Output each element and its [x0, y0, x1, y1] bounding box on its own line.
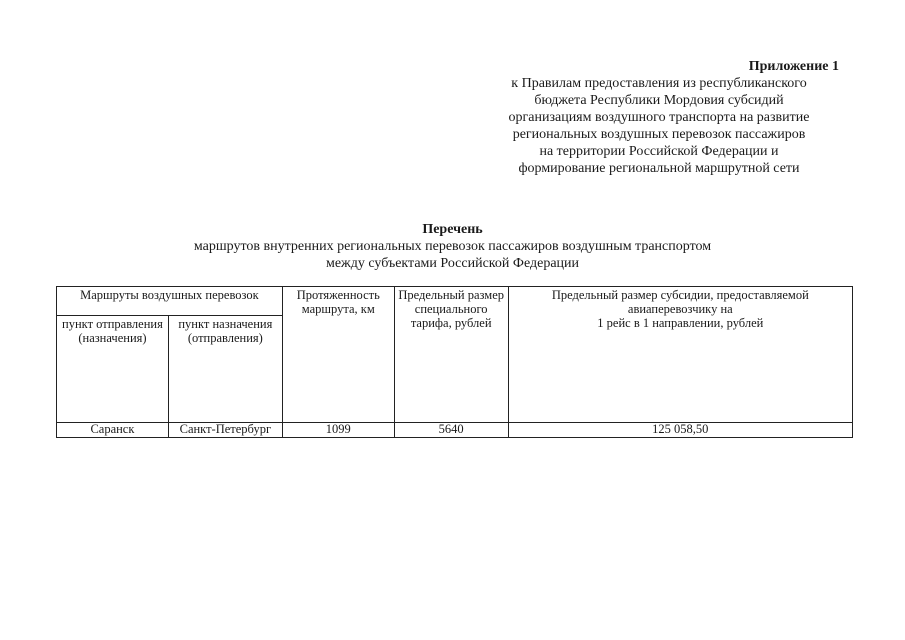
header-destination: пункт назначения (отправления) — [168, 316, 282, 423]
list-subtitle-line: между субъектами Российской Федерации — [325, 256, 580, 271]
header-tariff: Предельный размер специального тарифа, рублей — [394, 287, 508, 423]
list-subtitle-line: маршрутов внутренних региональных перевозок пассажиров воздушным транспортом — [193, 239, 712, 254]
appendix-line: формирование региональной маршрутной сети — [518, 161, 800, 176]
header-routes-group: Маршруты воздушных перевозок — [57, 287, 283, 316]
appendix-line: региональных воздушных перевозок пассажиров — [512, 127, 806, 142]
header-departure: пункт отправления (назначения) — [57, 316, 169, 423]
cell-destination: Санкт-Петербург — [168, 423, 282, 438]
header-subsidy-line2: 1 рейс в 1 направлении, рублей — [597, 316, 764, 330]
cell-tariff: 5640 — [394, 423, 508, 438]
list-heading — [0, 221, 905, 272]
table-header-row — [57, 287, 853, 316]
appendix-line: организациям воздушного транспорта на развитие — [508, 110, 810, 125]
header-subsidy — [508, 287, 852, 423]
appendix-line: на территории Российской Федерации и — [539, 144, 779, 159]
table-row — [57, 423, 853, 438]
appendix-title: Приложение 1 — [748, 59, 839, 74]
header-length: Протяженность маршрута, км — [282, 287, 394, 423]
header-subsidy-line1: Предельный размер субсидии, предоставляемой авиаперевозчику на — [551, 288, 809, 316]
routes-table — [56, 286, 853, 438]
list-title: Перечень — [422, 222, 483, 237]
cell-departure: Саранск — [57, 423, 169, 438]
appendix-line: к Правилам предоставления из республиканского — [511, 76, 807, 91]
appendix-block — [479, 58, 839, 177]
cell-length: 1099 — [282, 423, 394, 438]
cell-subsidy: 125 058,50 — [508, 423, 852, 438]
appendix-line: бюджета Республики Мордовия субсидий — [534, 93, 784, 108]
